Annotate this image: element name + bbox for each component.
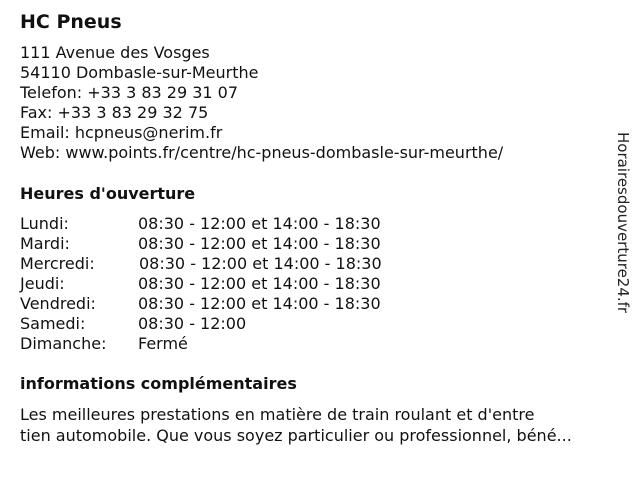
hours-row-wednesday bbox=[20, 254, 440, 274]
address-city: 54110 Dombasle-sur-Meurthe bbox=[20, 63, 259, 82]
day-label: Mercredi: bbox=[20, 254, 95, 273]
description-line-2: tien automobile. Que vous soyez particulier ou professionnel, béné... bbox=[20, 426, 572, 445]
time-value: 08:30 - 12:00 et 14:00 - 18:30 bbox=[139, 254, 382, 273]
hours-row-saturday bbox=[20, 314, 440, 334]
day-label: Lundi: bbox=[20, 214, 69, 233]
address-street: 111 Avenue des Vosges bbox=[20, 43, 210, 62]
additional-info-heading: informations complémentaires bbox=[20, 374, 297, 393]
phone-number: Telefon: +33 3 83 29 31 07 bbox=[20, 83, 239, 102]
hours-row-thursday bbox=[20, 274, 440, 294]
opening-hours-heading: Heures d'ouverture bbox=[20, 184, 196, 203]
fax-number: Fax: +33 3 83 29 32 75 bbox=[20, 103, 209, 122]
time-value: 08:30 - 12:00 et 14:00 - 18:30 bbox=[138, 274, 381, 293]
business-name: HC Pneus bbox=[20, 11, 122, 33]
email-address: Email: hcpneus@nerim.fr bbox=[20, 123, 223, 142]
hours-row-monday bbox=[20, 214, 440, 234]
time-value: 08:30 - 12:00 bbox=[138, 314, 247, 333]
hours-row-tuesday bbox=[20, 234, 440, 254]
website-url: Web: www.points.fr/centre/hc-pneus-dombasle-sur-meurthe/ bbox=[20, 143, 504, 162]
opening-hours-table bbox=[20, 214, 440, 354]
day-label: Dimanche: bbox=[20, 334, 107, 353]
hours-row-sunday bbox=[20, 334, 440, 354]
contact-block bbox=[20, 43, 503, 163]
hours-row-friday bbox=[20, 294, 440, 314]
time-value: Fermé bbox=[138, 334, 188, 353]
time-value: 08:30 - 12:00 et 14:00 - 18:30 bbox=[138, 294, 381, 313]
day-label: Jeudi: bbox=[20, 274, 65, 293]
description-line-1: Les meilleures prestations en matière de train roulant et d'entre bbox=[20, 405, 535, 424]
time-value: 08:30 - 12:00 et 14:00 - 18:30 bbox=[138, 234, 381, 253]
site-watermark: Horairesdouverture24.fr bbox=[614, 132, 632, 314]
time-value: 08:30 - 12:00 et 14:00 - 18:30 bbox=[138, 214, 381, 233]
day-label: Samedi: bbox=[20, 314, 86, 333]
day-label: Mardi: bbox=[20, 234, 70, 253]
day-label: Vendredi: bbox=[20, 294, 96, 313]
additional-info-text bbox=[20, 404, 626, 446]
